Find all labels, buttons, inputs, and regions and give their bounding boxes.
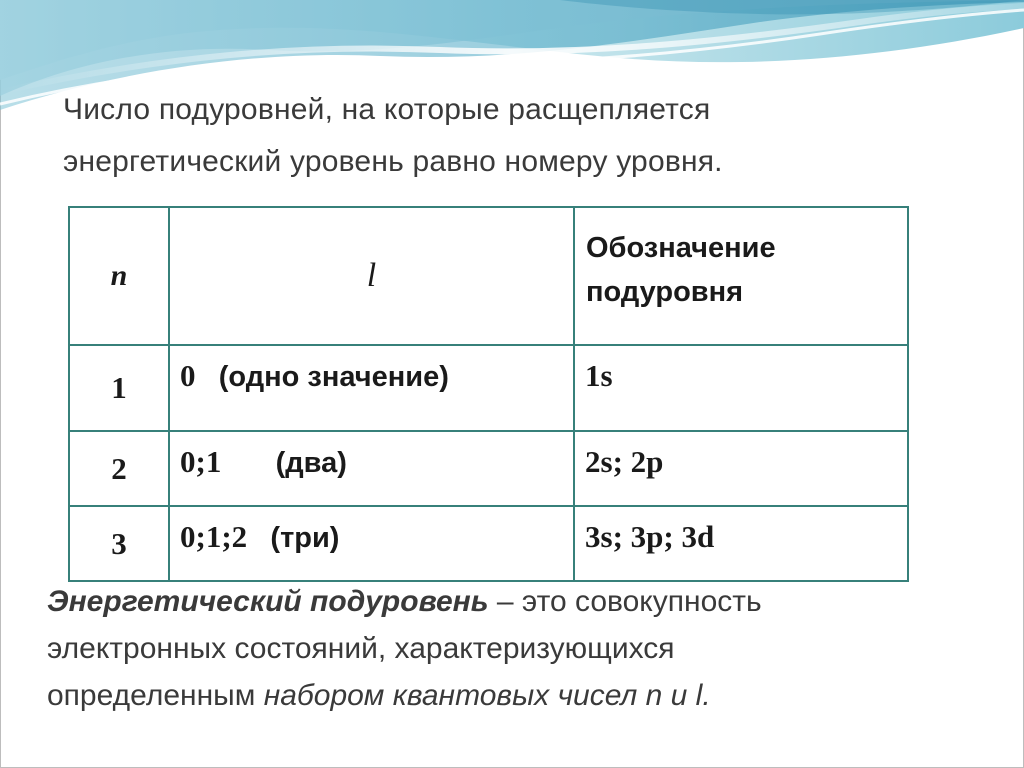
- table-row: [69, 345, 908, 431]
- definition-text: [47, 578, 947, 719]
- intro-line-1: Число подуровней, на которые расщепляется: [63, 93, 711, 126]
- cell-l: [169, 431, 574, 506]
- table-row: [69, 506, 908, 581]
- cell-l-note: (одно значение): [218, 361, 449, 393]
- cell-n: 3: [69, 506, 169, 581]
- intro-line-2: энергетический уровень равно номеру уровня.: [63, 145, 723, 178]
- header-l: l: [169, 207, 574, 345]
- cell-n: 2: [69, 431, 169, 506]
- definition-line-2: электронных состояний, характеризующихся: [47, 632, 675, 665]
- cell-l-note: (два): [275, 447, 347, 479]
- header-subshell-line-2: подуровня: [586, 276, 744, 308]
- cell-subshells: 2s; 2p: [574, 431, 908, 506]
- cell-l-note: (три): [270, 522, 340, 554]
- table-row: [69, 431, 908, 506]
- cell-subshells: 1s: [574, 345, 908, 431]
- table-header-row: [69, 207, 908, 345]
- cell-l: [169, 506, 574, 581]
- cell-subshells: 3s; 3p; 3d: [574, 506, 908, 581]
- header-subshell-line-1: Обозначение: [586, 232, 776, 264]
- cell-l-values: 0;1;2: [180, 519, 248, 554]
- quantum-numbers-table: [68, 206, 909, 582]
- intro-text: [63, 84, 963, 188]
- definition-line-3-italic: набором квантовых чисел n и l.: [263, 679, 711, 712]
- cell-l: [169, 345, 574, 431]
- definition-dash-part: – это совокупность: [488, 585, 762, 618]
- cell-l-values: 0: [180, 358, 196, 393]
- header-n: n: [69, 207, 169, 345]
- definition-line-3-plain: определенным: [47, 679, 264, 712]
- cell-l-values: 0;1: [180, 444, 222, 479]
- cell-n: 1: [69, 345, 169, 431]
- header-subshell: [574, 207, 908, 345]
- definition-term: Энергетический подуровень: [47, 585, 489, 618]
